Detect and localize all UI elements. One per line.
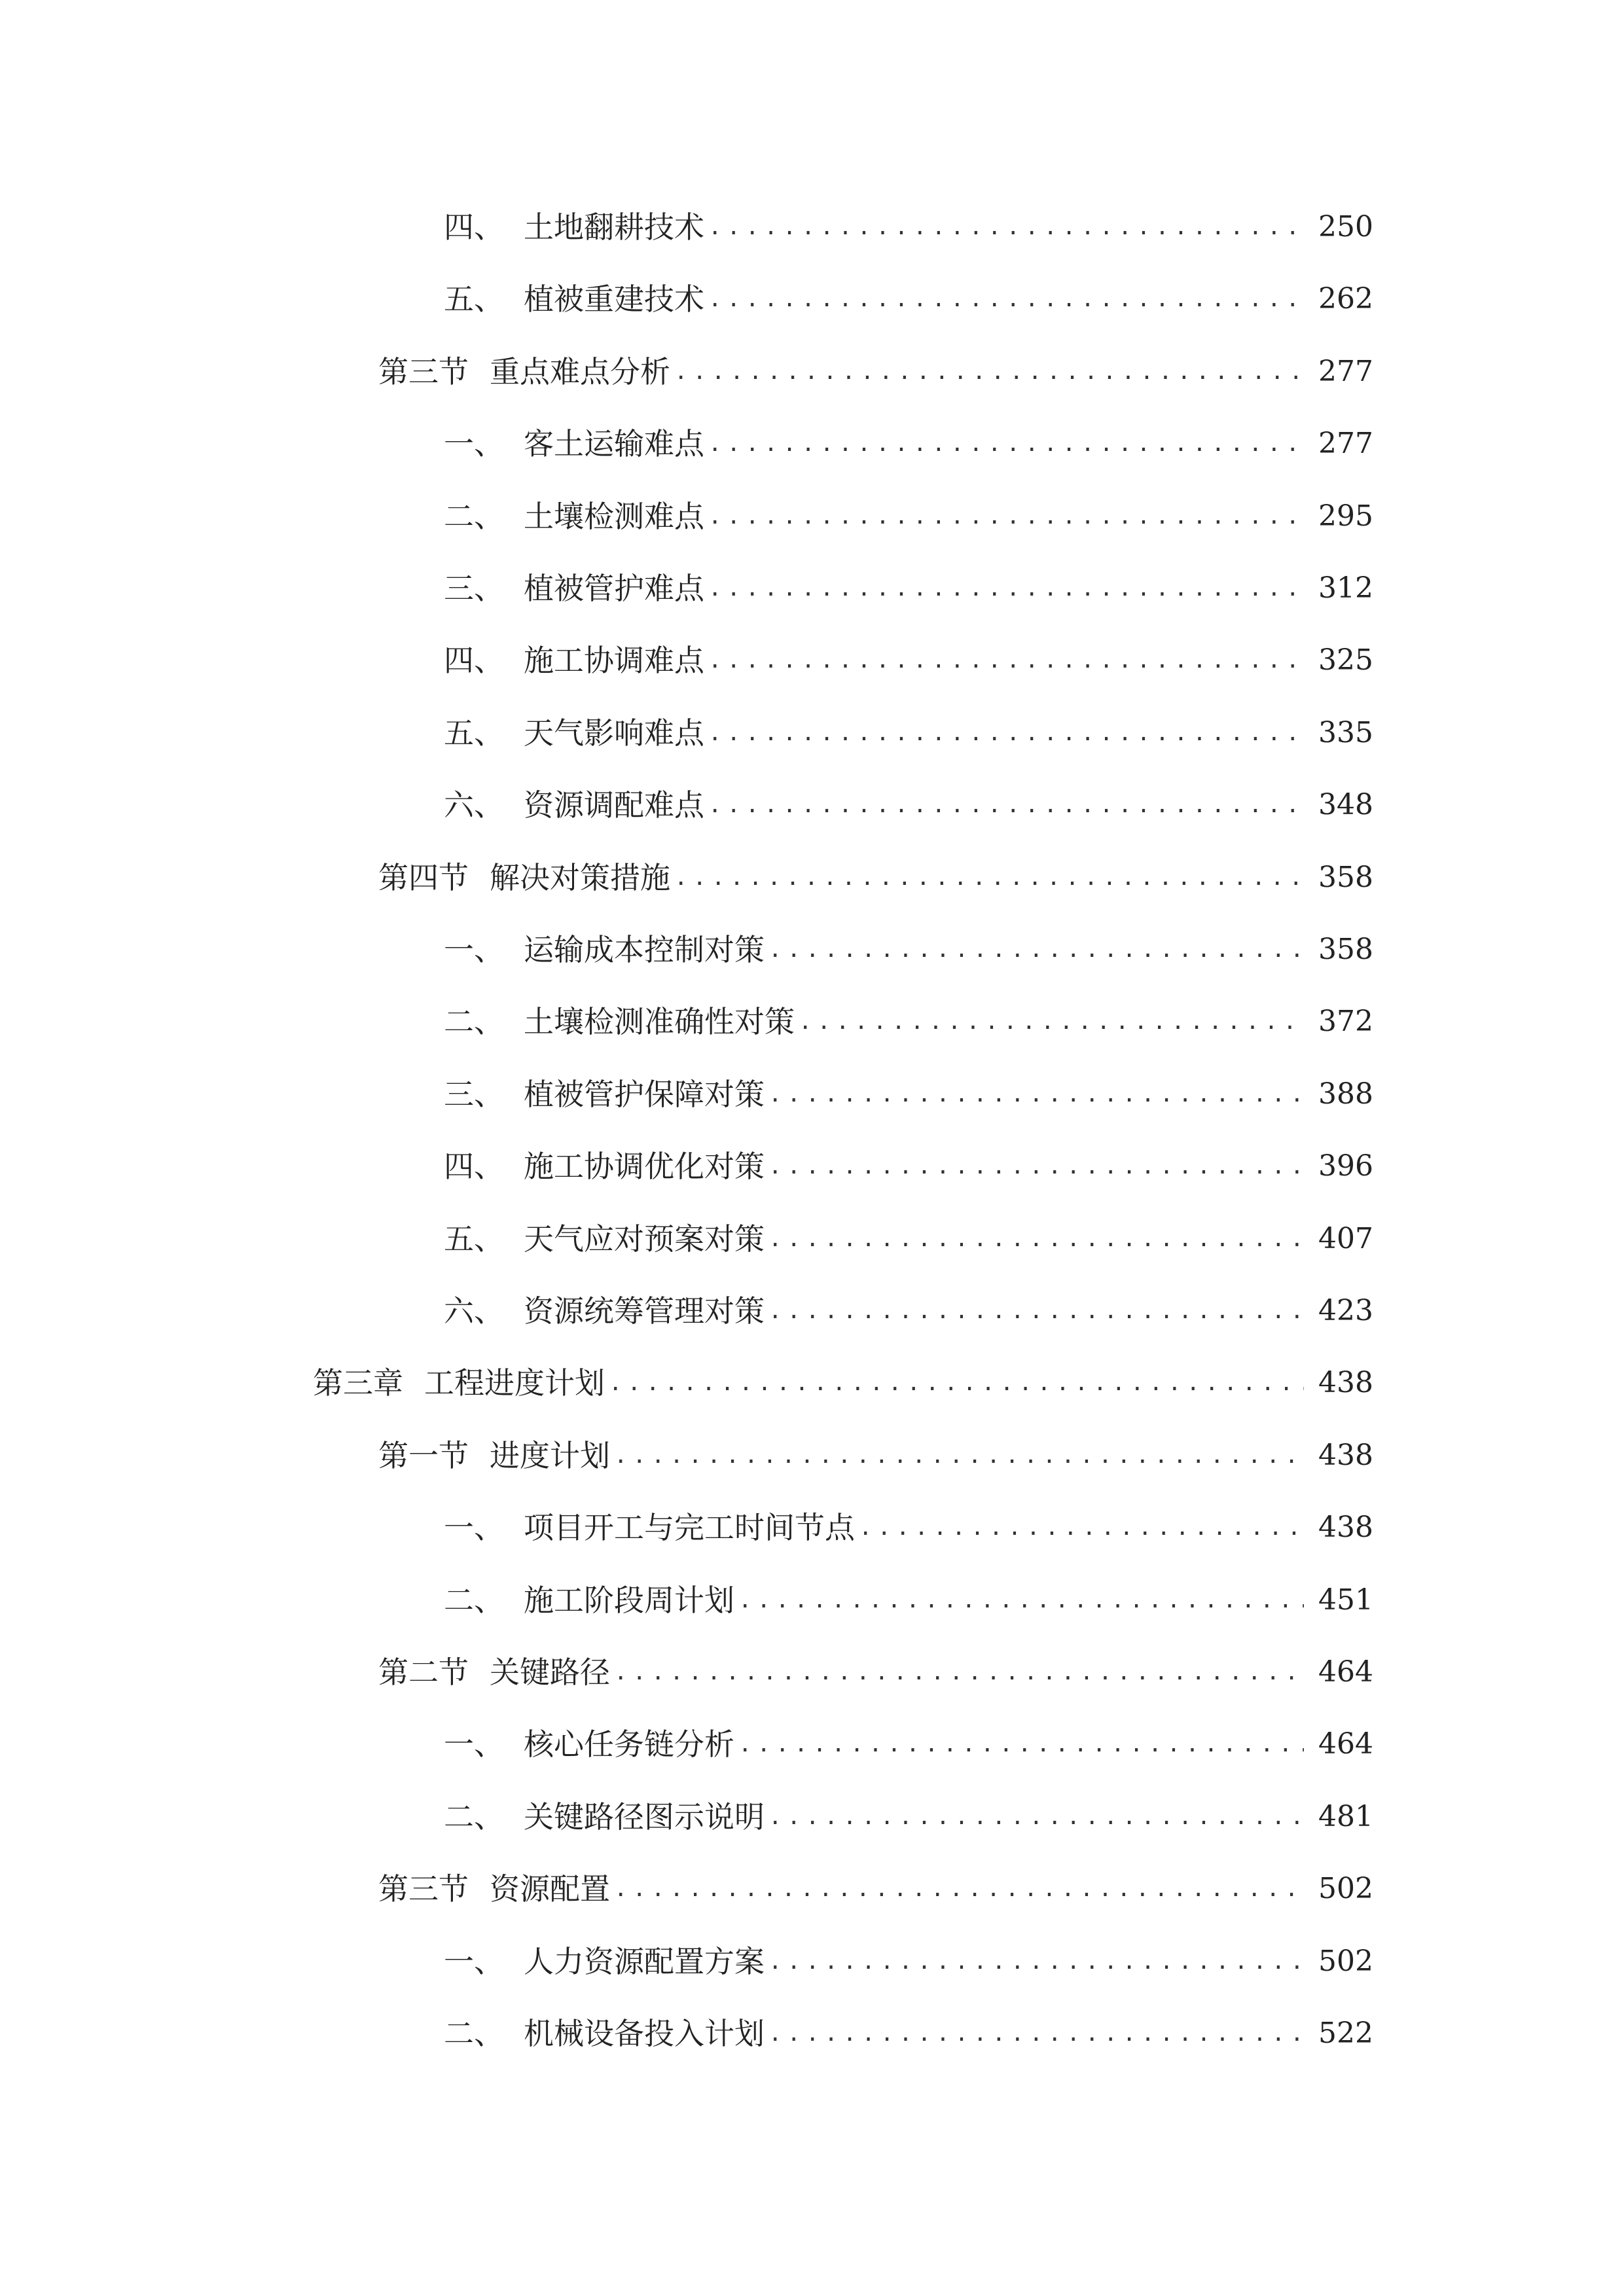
toc-entry[interactable] <box>444 1288 1373 1334</box>
toc-number: 第三节 <box>378 1871 469 1907</box>
toc-page-number: 262 <box>1318 282 1373 315</box>
toc-title: 植被重建技术 <box>524 281 704 317</box>
toc-entry[interactable] <box>444 999 1373 1045</box>
toc-number: 第二节 <box>378 1655 469 1690</box>
toc-entry[interactable] <box>444 1794 1373 1840</box>
toc-dot-leader <box>708 565 1304 611</box>
toc-entry[interactable] <box>444 421 1373 467</box>
toc-dot-leader <box>708 637 1304 683</box>
toc-title: 解决对策措施 <box>490 860 670 895</box>
toc-number: 第一节 <box>378 1438 469 1473</box>
toc-dot-leader <box>738 1577 1304 1623</box>
toc-dot-leader <box>614 1433 1304 1479</box>
toc-entry[interactable] <box>444 204 1373 250</box>
toc-entry[interactable] <box>378 1866 1373 1912</box>
toc-number: 四、 <box>444 643 504 678</box>
toc-title: 施工协调难点 <box>524 643 704 678</box>
toc-dot-leader <box>674 349 1304 395</box>
toc-title: 关键路径图示说明 <box>524 1799 765 1835</box>
toc-number: 二、 <box>444 499 504 534</box>
toc-number: 四、 <box>444 1149 504 1184</box>
toc-title: 土壤检测难点 <box>524 499 704 534</box>
toc-page-number: 464 <box>1318 1655 1373 1689</box>
toc-page-number: 325 <box>1318 643 1373 677</box>
toc-page-number: 502 <box>1318 1945 1373 1978</box>
toc-entry[interactable] <box>444 710 1373 756</box>
toc-number: 二、 <box>444 2016 504 2051</box>
toc-title: 工程进度计划 <box>424 1365 605 1401</box>
toc-entry[interactable] <box>378 855 1373 901</box>
toc-entry[interactable] <box>444 1216 1373 1262</box>
toc-number: 二、 <box>444 1799 504 1835</box>
toc-page-number: 407 <box>1318 1222 1373 1255</box>
toc-page-number: 438 <box>1318 1439 1373 1472</box>
toc-title: 资源配置 <box>490 1871 610 1907</box>
toc-dot-leader <box>859 1505 1304 1551</box>
toc-entry[interactable] <box>444 927 1373 973</box>
toc-page-number: 295 <box>1318 499 1373 533</box>
toc-page-number: 522 <box>1318 2017 1373 2050</box>
toc-entry[interactable] <box>444 1071 1373 1117</box>
toc-entry[interactable] <box>444 637 1373 683</box>
toc-page-number: 502 <box>1318 1872 1373 1905</box>
toc-number: 二、 <box>444 1004 504 1039</box>
toc-entry[interactable] <box>444 276 1373 322</box>
toc-title: 资源调配难点 <box>524 787 704 823</box>
toc-number: 一、 <box>444 1944 504 1979</box>
toc-entry[interactable] <box>444 1939 1373 1984</box>
toc-title: 天气影响难点 <box>524 715 704 751</box>
toc-dot-leader <box>768 1939 1304 1984</box>
toc-dot-leader <box>674 855 1304 901</box>
toc-number: 五、 <box>444 281 504 317</box>
toc-dot-leader <box>708 493 1304 539</box>
toc-title: 施工协调优化对策 <box>524 1149 765 1184</box>
toc-dot-leader <box>768 1216 1304 1262</box>
toc-entry[interactable] <box>313 1360 1373 1406</box>
toc-dot-leader <box>708 782 1304 828</box>
toc-page-number: 335 <box>1318 716 1373 749</box>
toc-page-number: 250 <box>1318 210 1373 243</box>
toc-dot-leader <box>614 1649 1304 1695</box>
toc-entry[interactable] <box>444 1721 1373 1767</box>
toc-page-number: 451 <box>1318 1583 1373 1617</box>
toc-title: 植被管护难点 <box>524 571 704 606</box>
toc-page-number: 438 <box>1318 1511 1373 1544</box>
toc-number: 三、 <box>444 571 504 606</box>
toc-page-number: 481 <box>1318 1800 1373 1833</box>
toc-entry[interactable] <box>378 1433 1373 1479</box>
toc-entry[interactable] <box>378 349 1373 395</box>
toc-page-number: 358 <box>1318 861 1373 894</box>
toc-entry[interactable] <box>444 565 1373 611</box>
toc-number: 四、 <box>444 209 504 245</box>
toc-title: 土地翻耕技术 <box>524 209 704 245</box>
toc-entry[interactable] <box>378 1649 1373 1695</box>
toc-entry[interactable] <box>444 1505 1373 1551</box>
toc-number: 一、 <box>444 932 504 967</box>
toc-page-number: 372 <box>1318 1005 1373 1038</box>
toc-page-number: 277 <box>1318 427 1373 460</box>
toc-page-number: 464 <box>1318 1727 1373 1761</box>
toc-entry[interactable] <box>444 1577 1373 1623</box>
toc-number: 五、 <box>444 715 504 751</box>
toc-number: 二、 <box>444 1583 504 1618</box>
toc-title: 项目开工与完工时间节点 <box>524 1510 855 1545</box>
toc-dot-leader <box>768 1143 1304 1189</box>
toc-page-number: 438 <box>1318 1366 1373 1399</box>
toc-title: 资源统筹管理对策 <box>524 1293 765 1329</box>
toc-title: 运输成本控制对策 <box>524 932 765 967</box>
toc-number: 一、 <box>444 426 504 461</box>
toc-page-number: 348 <box>1318 788 1373 821</box>
toc-title: 客土运输难点 <box>524 426 704 461</box>
toc-title: 机械设备投入计划 <box>524 2016 765 2051</box>
toc-dot-leader <box>768 1071 1304 1117</box>
toc-dot-leader <box>708 204 1304 250</box>
toc-page-number: 312 <box>1318 571 1373 605</box>
toc-number: 一、 <box>444 1510 504 1545</box>
toc-title: 重点难点分析 <box>490 354 670 389</box>
toc-number: 第四节 <box>378 860 469 895</box>
toc-number: 三、 <box>444 1077 504 1112</box>
toc-entry[interactable] <box>444 493 1373 539</box>
toc-dot-leader <box>708 710 1304 756</box>
toc-dot-leader <box>708 276 1304 322</box>
toc-number: 六、 <box>444 787 504 823</box>
toc-title: 施工阶段周计划 <box>524 1583 734 1618</box>
toc-dot-leader <box>609 1360 1304 1406</box>
toc-title: 人力资源配置方案 <box>524 1944 765 1979</box>
toc-dot-leader <box>799 999 1304 1045</box>
toc-title: 关键路径 <box>490 1655 610 1690</box>
toc-page-number: 358 <box>1318 933 1373 966</box>
toc-page-number: 388 <box>1318 1077 1373 1111</box>
toc-page-number: 277 <box>1318 355 1373 388</box>
toc-page-number: 396 <box>1318 1149 1373 1183</box>
toc-dot-leader <box>768 1288 1304 1334</box>
toc-title: 植被管护保障对策 <box>524 1077 765 1112</box>
toc-entry[interactable] <box>444 2011 1373 2056</box>
toc-title: 天气应对预案对策 <box>524 1221 765 1257</box>
toc-dot-leader <box>738 1721 1304 1767</box>
toc-number: 第三章 <box>313 1365 403 1401</box>
toc-title: 土壤检测准确性对策 <box>524 1004 795 1039</box>
toc-dot-leader <box>614 1866 1304 1912</box>
toc-number: 五、 <box>444 1221 504 1257</box>
toc-dot-leader <box>768 2011 1304 2056</box>
toc-entry[interactable] <box>444 782 1373 828</box>
toc-dot-leader <box>708 421 1304 467</box>
toc-number: 第三节 <box>378 354 469 389</box>
toc-number: 一、 <box>444 1727 504 1762</box>
toc-page-number: 423 <box>1318 1294 1373 1327</box>
toc-dot-leader <box>768 1794 1304 1840</box>
toc-dot-leader <box>768 927 1304 973</box>
toc-title: 核心任务链分析 <box>524 1727 734 1762</box>
toc-number: 六、 <box>444 1293 504 1329</box>
toc-entry[interactable] <box>444 1143 1373 1189</box>
toc-title: 进度计划 <box>490 1438 610 1473</box>
